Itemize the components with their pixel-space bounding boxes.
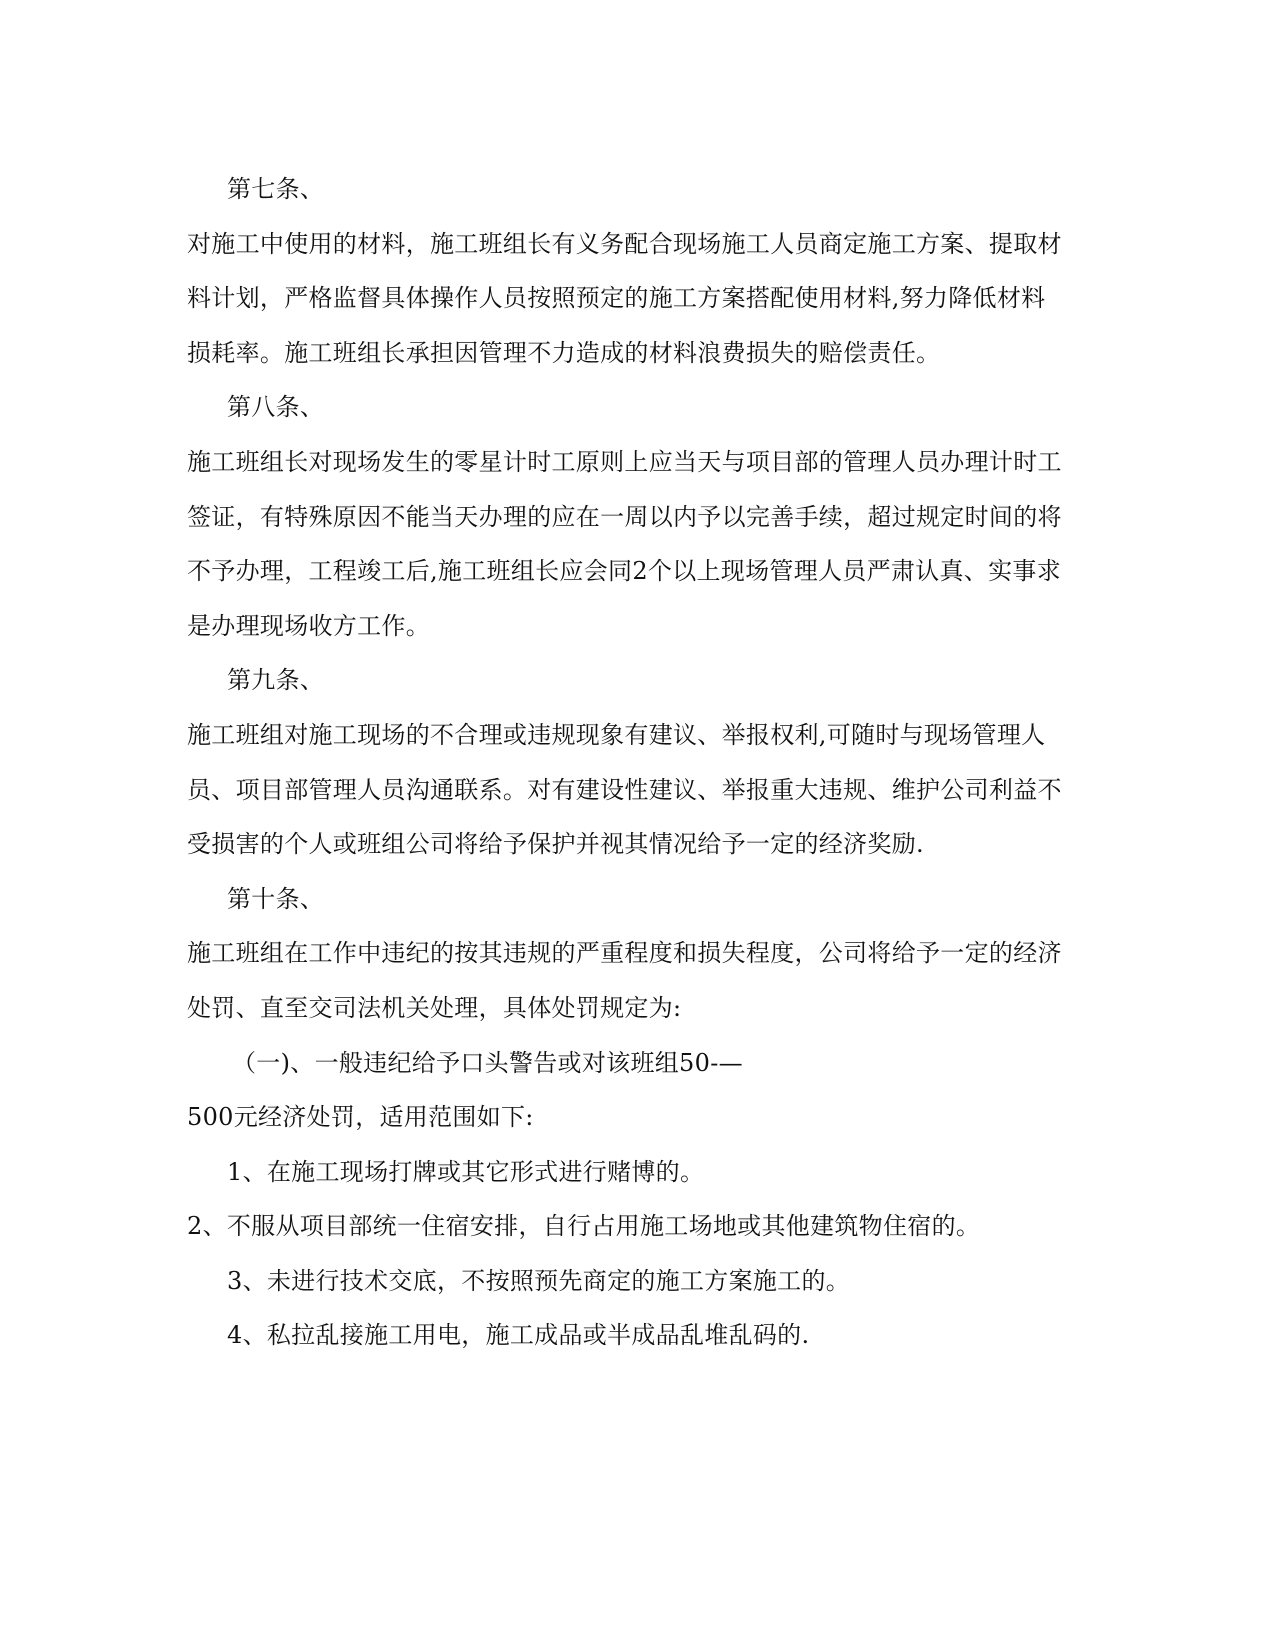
- article-8-line-2: 签证，有特殊原因不能当天办理的应在一周以内予以完善手续，超过规定时间的将: [187, 502, 1062, 531]
- article-9-heading: 第九条、: [227, 666, 325, 695]
- list-item-3: 3、未进行技术交底，不按照预先商定的施工方案施工的。: [227, 1266, 851, 1295]
- article-8-line-3: 不予办理，工程竣工后,施工班组长应会同2个以上现场管理人员严肃认真、实事求: [187, 557, 1061, 586]
- article-9-line-2: 员、项目部管理人员沟通联系。对有建设性建议、举报重大违规、维护公司利益不: [187, 775, 1062, 804]
- list-item-1: 1、在施工现场打牌或其它形式进行赌博的。: [227, 1157, 705, 1186]
- article-9-line-1: 施工班组对施工现场的不合理或违规现象有建议、举报权利,可随时与现场管理人: [187, 720, 1046, 749]
- article-7-line-3: 损耗率。施工班组长承担因管理不力造成的材料浪费损失的赔偿责任。: [187, 338, 941, 367]
- article-9-line-3: 受损害的个人或班组公司将给予保护并视其情况给予一定的经济奖励.: [187, 830, 924, 859]
- article-7-line-1: 对施工中使用的材料，施工班组长有义务配合现场施工人员商定施工方案、提取材: [187, 229, 1062, 258]
- article-10-subsection-1-cont: 500元经济处罚，适用范围如下:: [187, 1103, 534, 1132]
- article-7-heading: 第七条、: [227, 175, 325, 203]
- list-item-2: 2、不服从项目部统一住宿安排，自行占用施工场地或其他建筑物住宿的。: [187, 1212, 981, 1241]
- article-8-line-4: 是办理现场收方工作。: [187, 611, 430, 640]
- article-10-heading: 第十条、: [227, 884, 325, 913]
- article-10-line-1: 施工班组在工作中违纪的按其违规的严重程度和损失程度，公司将给予一定的经济: [187, 939, 1062, 968]
- list-item-4: 4、私拉乱接施工用电，施工成品或半成品乱堆乱码的.: [227, 1321, 810, 1350]
- document-body: [187, 162, 1087, 1363]
- article-8-heading: 第八条、: [227, 393, 325, 422]
- article-10-line-2: 处罚、直至交司法机关处理，具体处罚规定为:: [187, 993, 682, 1022]
- article-8-line-1: 施工班组长对现场发生的零星计时工原则上应当天与项目部的管理人员办理计时工: [187, 447, 1062, 476]
- article-7-line-2: 料计划，严格监督具体操作人员按照预定的施工方案搭配使用材料,努力降低材料: [187, 284, 1046, 313]
- article-10-subsection-1: （一)、一般违纪给予口头警告或对该班组50-—: [232, 1048, 743, 1077]
